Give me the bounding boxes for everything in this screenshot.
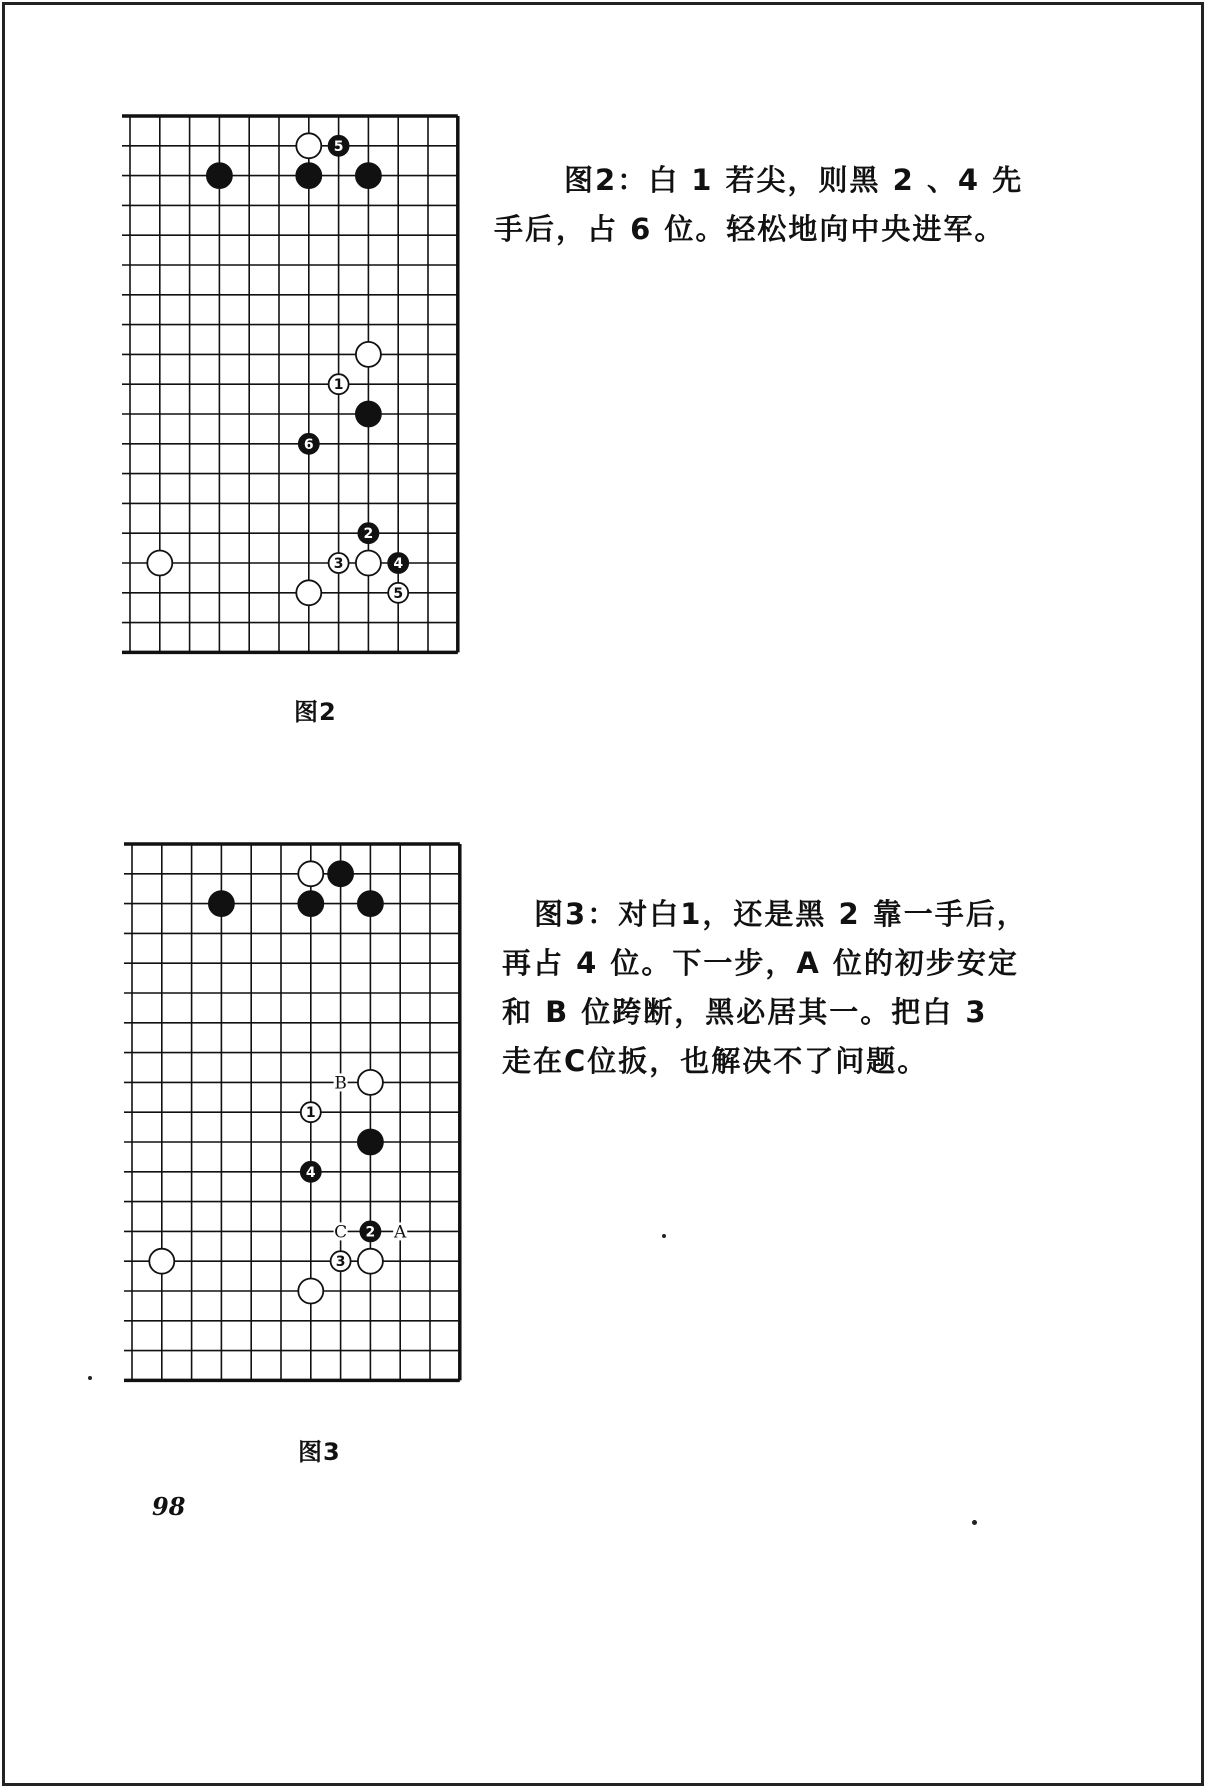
stone-move-number: 4: [393, 556, 404, 572]
figure-3-text: [502, 890, 1028, 1086]
figure-3-text-lead: 图3：: [534, 897, 619, 931]
stone-move-number: 5: [393, 585, 404, 602]
white-stone: [147, 551, 172, 576]
white-stone: [356, 551, 381, 576]
figure-2-text-lead: 图2：: [564, 163, 649, 197]
black-stone: [356, 163, 381, 188]
black-stone: [358, 891, 383, 916]
scan-speck: [972, 1520, 977, 1525]
figure-3-caption: 图3: [298, 1438, 341, 1466]
white-stone: [296, 580, 321, 605]
board-diagram: [120, 840, 470, 1396]
go-board-figure-2: [118, 112, 468, 668]
black-stone: [328, 861, 353, 886]
figure-2-text-line-1: 白 1 若尖，则黑 2 、4 先: [648, 163, 1024, 197]
position-letter-c: C: [334, 1222, 348, 1243]
figure-3-text-line-4: 走在C位扳，也解决不了问题。: [502, 1044, 929, 1078]
black-stone: [207, 163, 232, 188]
page-number: 98: [152, 1492, 186, 1521]
figure-3-text-line-2: 再占 4 位。下一步，A 位的初步安定: [502, 946, 1019, 980]
white-stone: [358, 1249, 383, 1274]
position-letter-b: B: [334, 1073, 347, 1094]
stone-move-number: 3: [333, 556, 344, 572]
figure-2-text-line-2: 手后，占 6 位。轻松地向中央进军。: [494, 212, 1006, 246]
scan-speck: [662, 1234, 666, 1238]
black-stone: [296, 163, 321, 188]
stone-move-number: 5: [333, 138, 344, 155]
board-diagram: [118, 112, 468, 668]
white-stone: [356, 342, 381, 367]
white-stone: [149, 1249, 174, 1274]
figure-2-text: [494, 156, 1023, 254]
black-stone: [209, 891, 234, 916]
stone-move-number: 2: [365, 1224, 376, 1241]
stone-move-number: 1: [305, 1105, 316, 1122]
figure-3-text-line-1: 对白1，还是黑 2 靠一手后，: [618, 897, 1028, 931]
white-stone: [298, 1279, 323, 1304]
figure-3-text-line-3: 和 B 位跨断，黑必居其一。把白 3: [502, 995, 988, 1029]
black-stone: [356, 402, 381, 427]
scan-speck: [88, 1376, 92, 1380]
black-stone: [298, 891, 323, 916]
white-stone: [296, 133, 321, 158]
stone-move-number: 3: [335, 1254, 346, 1271]
stone-move-number: 1: [333, 377, 344, 394]
position-letter-a: A: [394, 1222, 407, 1243]
figure-2-caption: 图2: [294, 698, 337, 726]
go-board-figure-3: [120, 840, 470, 1396]
stone-move-number: 2: [363, 526, 374, 543]
white-stone: [298, 861, 323, 886]
stone-move-number: 4: [305, 1164, 316, 1181]
stone-move-number: 6: [303, 436, 314, 453]
black-stone: [358, 1130, 383, 1155]
white-stone: [358, 1070, 383, 1095]
